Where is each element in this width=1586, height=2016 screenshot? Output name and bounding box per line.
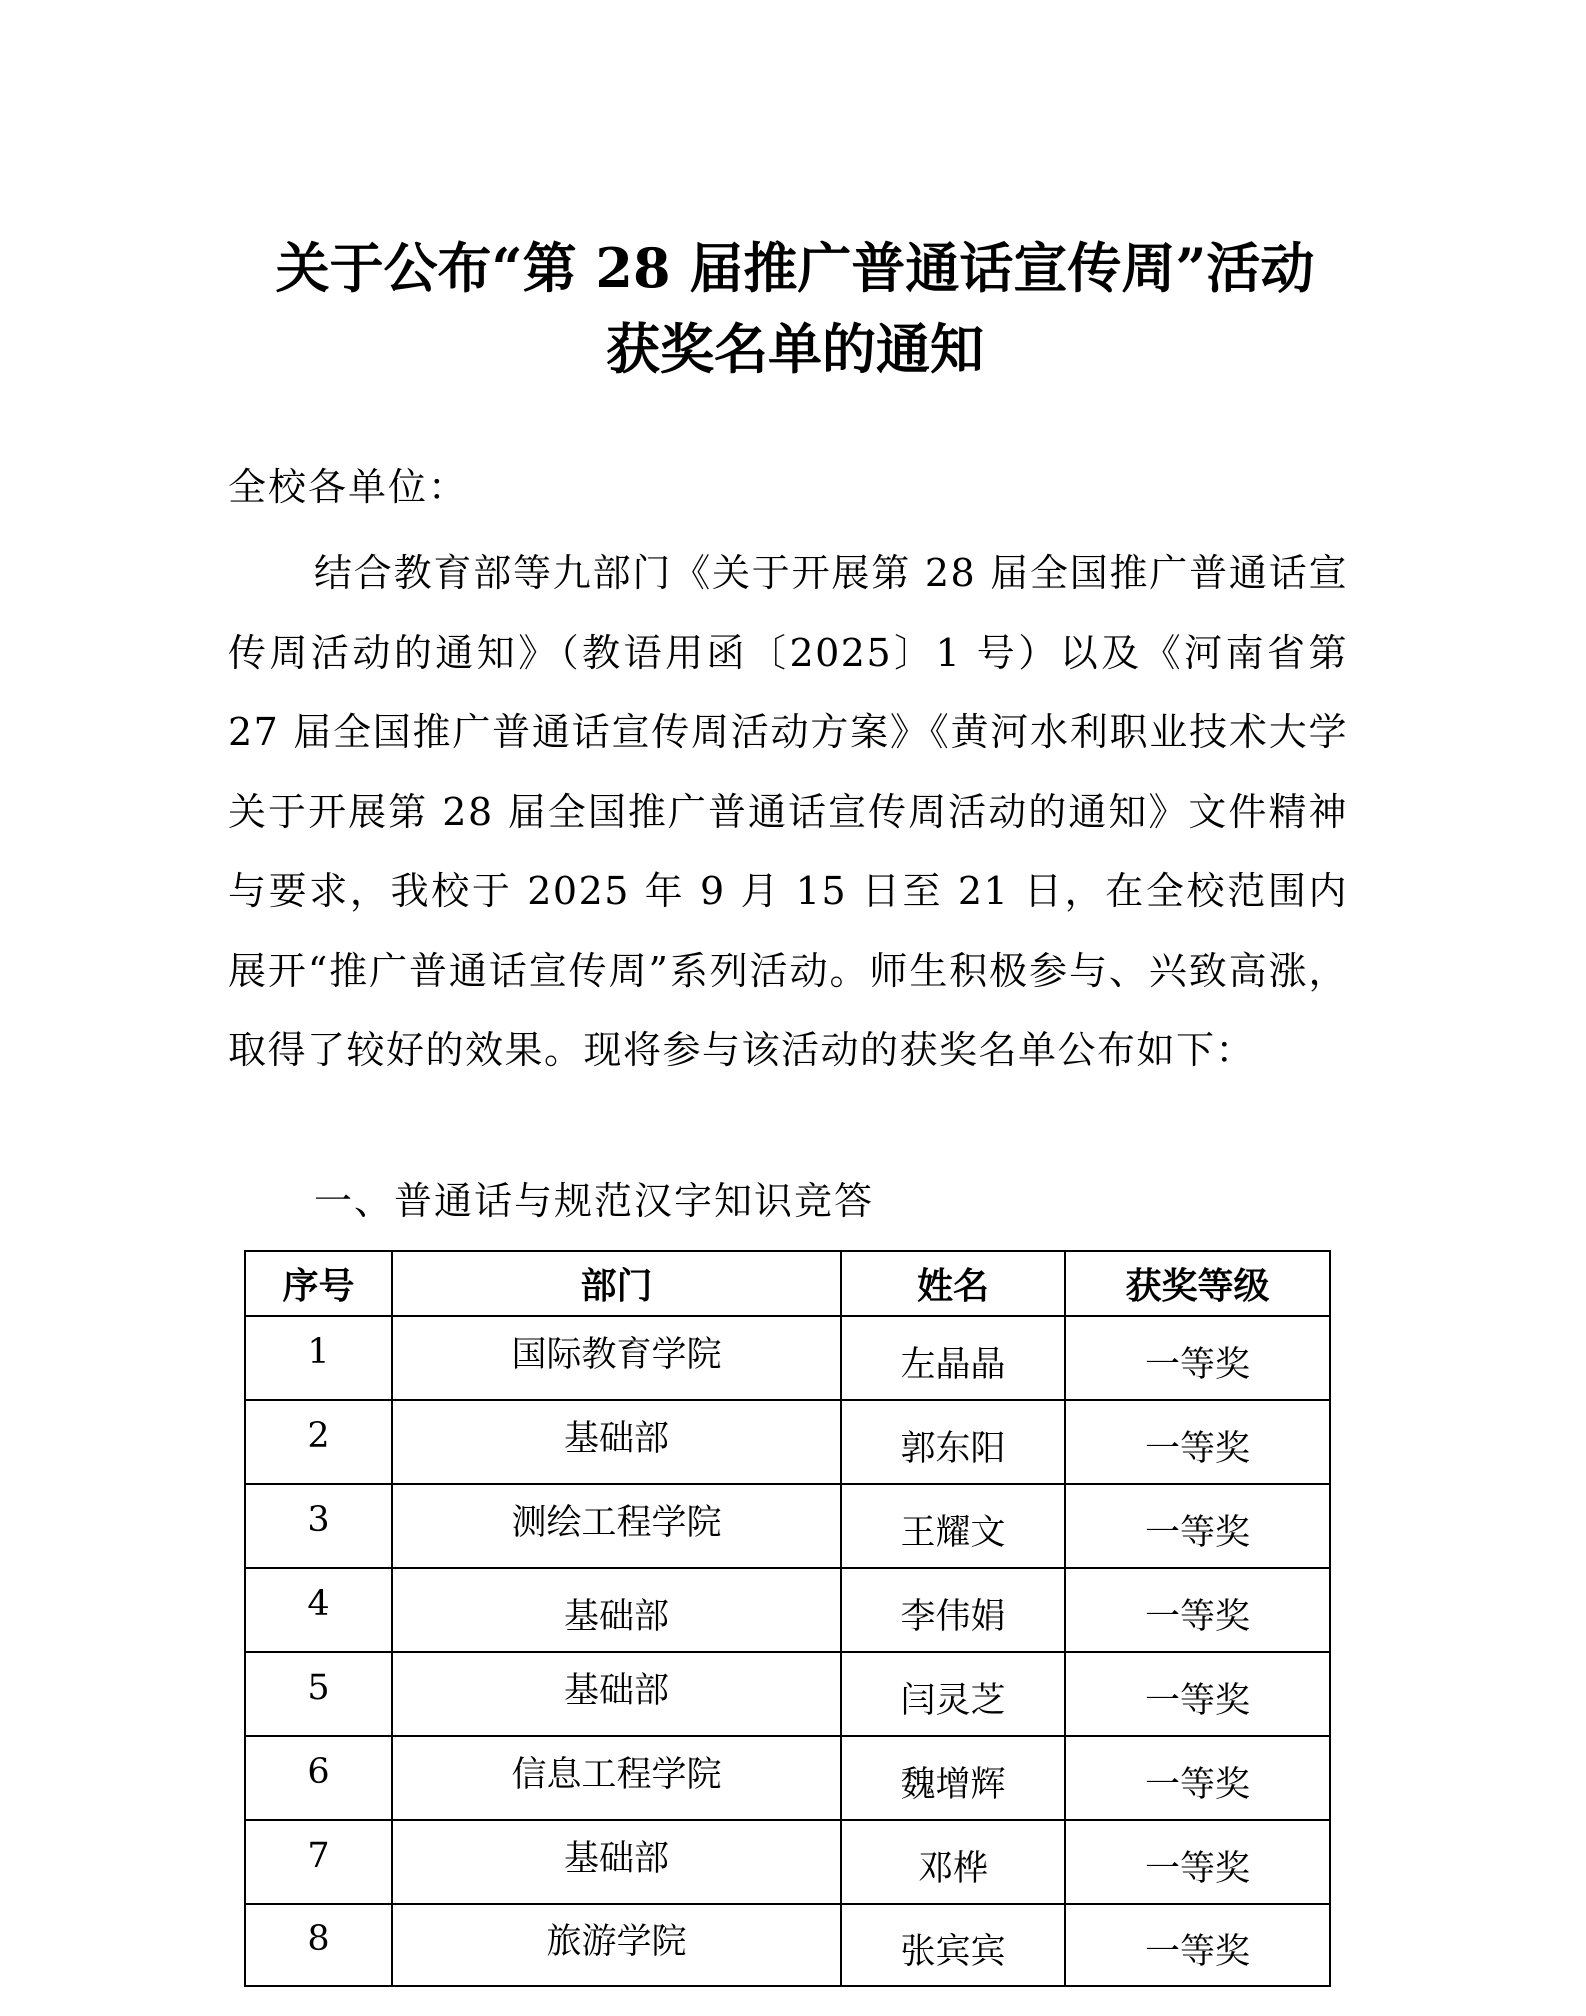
cell-number: 6 [245,1736,392,1820]
cell-department: 基础部 [392,1568,841,1652]
cell-award-level: 一等奖 [1065,1904,1330,1986]
cell-number: 3 [245,1484,392,1568]
table-row [245,1736,1330,1820]
cell-name: 魏增辉 [841,1736,1065,1820]
table-row [245,1568,1330,1652]
cell-number: 7 [245,1820,392,1904]
table-header-row [245,1251,1330,1316]
table-row [245,1316,1330,1400]
cell-number: 2 [245,1400,392,1484]
document-title-line-2: 获奖名单的通知 [606,317,984,381]
cell-award-level: 一等奖 [1065,1652,1330,1736]
cell-department: 国际教育学院 [392,1316,841,1400]
body-paragraph: 结合教育部等九部门《关于开展第 28 届全国推广普通话宣传周活动的通知》（教语用函〔2025〕1 号）以及《河南省第 27 届全国推广普通话宣传周活动方案》《黄河水利职业技术大学关于开展第 28 届全国推广普通话宣传周活动的通知》文件精神与要求，我校于 2025 年 9 月 15 日至 21 日，在全校范围内展开“推广普通话宣传周”系列活动。师生积极参与、兴致高涨，取得了较好的效果。现将参与该活动的获奖名单公布如下： [228,551,1348,1072]
cell-department: 旅游学院 [392,1904,841,1986]
salutation: 全校各单位： [228,465,469,509]
header-award-level: 获奖等级 [1065,1251,1330,1316]
cell-number: 8 [245,1904,392,1986]
header-number: 序号 [245,1251,392,1316]
cell-number: 4 [245,1568,392,1652]
table-row [245,1484,1330,1568]
table-row [245,1652,1330,1736]
cell-award-level: 一等奖 [1065,1736,1330,1820]
cell-award-level: 一等奖 [1065,1484,1330,1568]
cell-award-level: 一等奖 [1065,1568,1330,1652]
header-department: 部门 [392,1251,841,1316]
cell-department: 基础部 [392,1652,841,1736]
cell-department: 信息工程学院 [392,1736,841,1820]
cell-name: 左晶晶 [841,1316,1065,1400]
cell-name: 张宾宾 [841,1904,1065,1986]
cell-award-level: 一等奖 [1065,1400,1330,1484]
cell-award-level: 一等奖 [1065,1820,1330,1904]
cell-name: 郭东阳 [841,1400,1065,1484]
cell-name: 王耀文 [841,1484,1065,1568]
section-heading: 一、普通话与规范汉字知识竞答 [314,1179,875,1223]
cell-number: 5 [245,1652,392,1736]
cell-department: 基础部 [392,1400,841,1484]
table-row [245,1820,1330,1904]
header-name: 姓名 [841,1251,1065,1316]
cell-department: 基础部 [392,1820,841,1904]
cell-name: 闫灵芝 [841,1652,1065,1736]
document-title-line-1: 关于公布“第 28 届推广普通话宣传周”活动 [275,236,1315,300]
cell-award-level: 一等奖 [1065,1316,1330,1400]
cell-name: 邓桦 [841,1820,1065,1904]
table-row [245,1904,1330,1986]
cell-department: 测绘工程学院 [392,1484,841,1568]
award-table [244,1250,1331,1987]
cell-number: 1 [245,1316,392,1400]
table-row [245,1400,1330,1484]
cell-name: 李伟娟 [841,1568,1065,1652]
